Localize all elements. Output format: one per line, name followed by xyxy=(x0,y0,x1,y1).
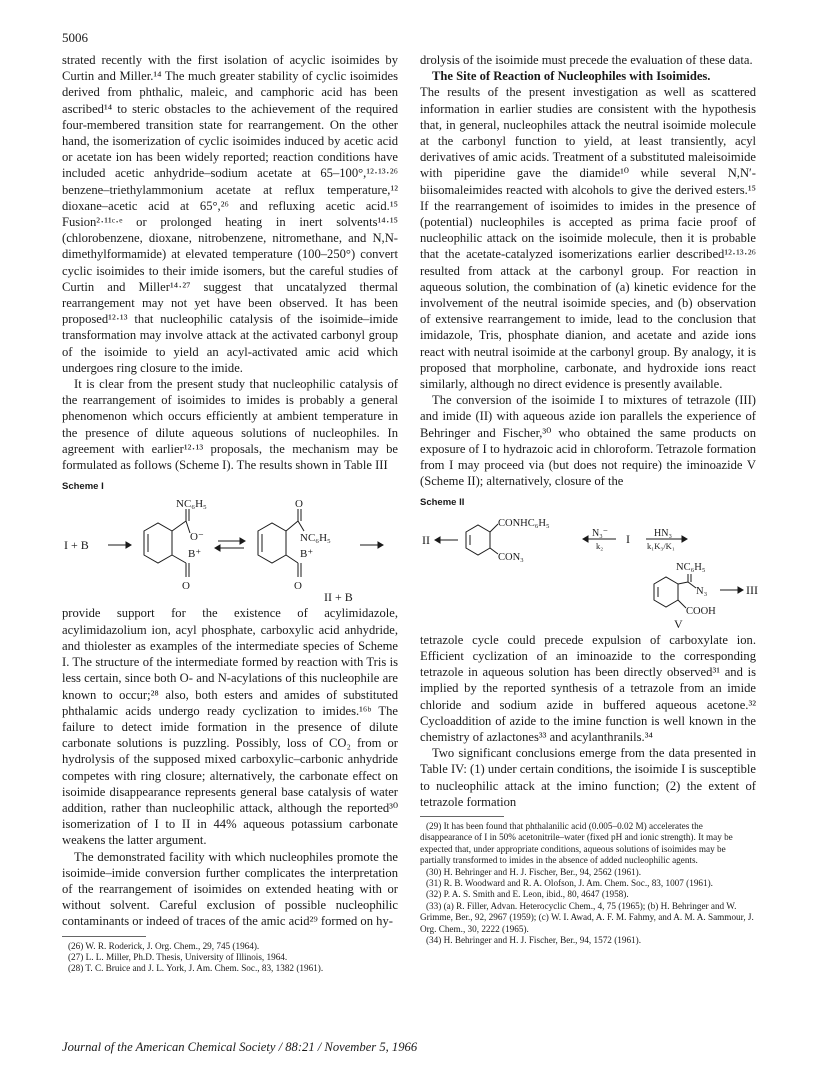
scheme-1-eq-arrowhead-bottom xyxy=(215,545,220,551)
scheme-2-cooh: COOH xyxy=(686,605,716,617)
scheme-1-b-plus-right: B⁺ xyxy=(300,548,314,561)
footnote-30: (30) H. Behringer and H. J. Fischer, Ber., 94, 2562 (1961). xyxy=(426,866,641,877)
left-column xyxy=(62,52,398,975)
scheme-1-label: Scheme I xyxy=(62,481,104,493)
scheme-2-n3: N₃ xyxy=(696,585,708,597)
scheme-1-reactants: I + B xyxy=(64,538,89,553)
left-paragraph-4: The demonstrated facility with which nucleophiles promote the isoimide–imide conversion further complicates the interpretation of the rearrangement of isoimides on extended heating with or without solvent. Careful exclusion of possible nucleophilic contaminants or indeed of traces of the amic acid²⁹ formed on hy- xyxy=(62,849,398,929)
right-paragraph-5: Two significant conclusions emerge from the data presented in Table IV: (1) under certain conditions, the isoimide I is susceptible to nucleophilic attack at the imino function; (2) the extent of tetrazole formation xyxy=(420,746,756,809)
footnote-33: (33) (a) R. Filler, Advan. Heterocyclic Chem., 4, 75 (1965); (b) H. Behringer and W. Grimme, Ber., 92, 2967 (1959); (c) W. I. Awad, A. F. M. Fahmy, and A. M. A. Sammour, J. Org. Chem., 30, 2222 (1965). xyxy=(420,900,754,934)
right-paragraph-4: tetrazole cycle could precede expulsion of carboxylate ion. Efficient cyclization of an iminoazide to the corresponding tetrazole in aqueous solution has been directly observed³¹ and is implied by the reported synthesis of a tetrazole from an imide chloride and sodium azide in buffered aqueous acetone.³² Cycloaddition of azide to the imine function is well known in the chemistry of azlactones³³ and acylanthranils.³⁴ xyxy=(420,632,756,744)
scheme-1-arrowhead-1 xyxy=(126,542,131,548)
left-paragraph-1: strated recently with the first isolation of acyclic isoimides by Curtin and Miller.¹⁴ The much greater stability of cyclic isoimides derived from phthalic, maleic, and camphoric acid has been ascribed¹⁴ to steric obstacles to the achievement of the required four-membered transition state for rearrangement. On the other hand, the isomerization of cyclic isoimides induced by acetic acid or acetate ion has been widely reported; reaction conditions have included acetic anhydride–sodium acetate at 65–100°,¹²·¹³·²⁶ benzene–triethylammonium acetate at reflux temperature,¹² dioxane–acetic acid at 65°,²⁶ and refluxing acetic acid.¹⁵ Fusion²·¹¹ᶜ·ᵉ or prolonged heating in inert solvents¹⁴·¹⁵ (chlorobenzene, dioxane, nitrobenzene, nitromethane, and N,N-dimethylformamide) at elevated temperature (100–250°) convert cyclic isoimides to their imide isomers, but the careful studies of Curtin and Miller¹⁴·²⁷ suggest that uncatalyzed thermal rearrangement may not yet have been observed. It has been proposed¹²·¹³ that nucleophilic catalysis of the isoimide–imide transformation may involve attack at the activated carbonyl group of the isoimide to yield an acyl-activated amic acid which undergoes ring closure to the imide. xyxy=(62,53,398,375)
scheme-2-bond-con3 xyxy=(490,548,498,554)
scheme-1-bond-left-top xyxy=(172,521,186,531)
scheme-1-bond-right-n xyxy=(298,521,304,531)
scheme-2-bond-conh xyxy=(490,524,498,532)
section-heading: The Site of Reaction of Nucleophiles with Isoimides. xyxy=(432,69,711,84)
scheme-2-ncp: NC₆H₅ xyxy=(676,561,706,573)
scheme-2-bond-cooh xyxy=(678,600,686,608)
footnote-27: (27) L. L. Miller, Ph.D. Thesis, University of Illinois, 1964. xyxy=(68,951,288,962)
scheme-1-o-top-right: O xyxy=(295,498,303,511)
footnote-28: (28) T. C. Bruice and J. L. York, J. Am. Chem. Soc., 83, 1382 (1961). xyxy=(68,963,324,974)
scheme-2-n3-minus: N₃⁻ xyxy=(592,527,608,539)
left-footnotes xyxy=(62,941,398,975)
scheme-2-iii: III xyxy=(746,582,758,597)
scheme-1-bond-right-top xyxy=(286,521,298,531)
scheme-1-diagram xyxy=(62,497,398,605)
scheme-2-conh: CONHC₆H₅ xyxy=(498,517,550,529)
right-paragraph-1: drolysis of the isoimide must precede the evaluation of these data. xyxy=(420,53,753,67)
scheme-1-bond-right-bottom xyxy=(286,555,298,563)
right-paragraph-2: The results of the present investigation as well as scattered information in earlier studies are consistent with the hypothesis that, in general, nucleophiles attack the neutral isoimide molecule at the carbonyl function to yield, at least transiently, acyl derivatives of amic acids. Treatment of a substituted maleisoimide with piperidine gave the diamide¹⁰ while several N,N′-biisomaleimides reacted with alcohols to give the derived esters.¹⁵ If the rearrangement of isoimides to imides in the presence of (potential) nucleophiles is accepted as prima facie proof of nucleophilic attack on the isoimide molecule, then it is probable that the acetate-catalyzed isomerizations earlier described¹²·¹³·²⁶ resulted from attack at the carbonyl group. For reaction in aqueous solution, the combination of (a) kinetic evidence for the involvement of the neutral isoimide species, and (b) observation of extensive rearrangement to imide, lead to the conclusion that imidazole, Tris, phosphate dianion, and acetate and azide ions react with neutral isoimide at the carbonyl group. By analogy, it is proposed that morpholine, carbonate, and hydroxide ions react similarly, although no direct evidence is presently available. xyxy=(420,85,756,392)
scheme-2-k2: k₂ xyxy=(596,540,604,551)
page-number: 5006 xyxy=(62,30,88,45)
scheme-1-bond-left-bottom xyxy=(172,555,186,563)
right-paragraph-3: The conversion of the isoimide I to mixtures of tetrazole (III) and imide (II) with aqueous azide ion parallels the experience of Behringer and Fischer,³⁰ who obtained the same products on exposure of I to hydrazoic acid in chloroform. Tetrazole formation from I may proceed via (but does not require) the iminoazide V (Scheme II); alternatively, closure of the xyxy=(420,393,756,489)
scheme-2-arrowhead-iii xyxy=(738,587,743,593)
scheme-2-arrowhead-left xyxy=(435,537,440,543)
scheme-2-hn3: HN₃ xyxy=(654,527,672,539)
scheme-2-bond-ring-c xyxy=(678,582,688,584)
scheme-2-ii: II xyxy=(422,532,430,547)
footnote-29: (29) It has been found that phthalanilic acid (0.005–0.02 M) accelerates the disappearance of I in 50% acetonitrile–water (fixed pH and ionic strength). It may be expected that, under appropriate conditions, aqueous solutions of isoimides may be partially transformed to imides in the absence of added nucleophilic agents. xyxy=(420,820,733,866)
scheme-2-bond-n3 xyxy=(688,582,696,588)
scheme-1-eq-arrowhead-top xyxy=(240,538,245,544)
left-footnote-rule xyxy=(62,936,146,937)
scheme-2-arrowhead-k2 xyxy=(583,536,588,542)
footnote-32: (32) P. A. S. Smith and E. Leon, ibid., 80, 4647 (1958). xyxy=(426,889,629,900)
scheme-1-b-plus-left: B⁺ xyxy=(188,548,202,561)
scheme-1-arrowhead-2 xyxy=(378,542,383,548)
scheme-1-ncp-right: NC₆H₅ xyxy=(300,532,331,545)
right-footnote-rule xyxy=(420,816,504,817)
left-paragraph-3: provide support for the existence of acylimidazole, acylimidazolium ion, acyl phosphate, carboxylic acid anhydride, and thiolester as examples of the intermediate species of Scheme I. The structure of the intermediate formed by reaction with Tris is less certain, since both O- and N-acylations of this nucleophile are known to occur;²⁸ also, both esters and amides of substituted phthalamic acids undergo ready cyclization to imides.¹⁶ᵇ The failure to detect imide formation in the presence of dilute carbonate solutions is puzzling. Possibly, loss of CO₂ from or hydrolysis of the supposed mixed carboxylic–carbonic anhydride competes with ring closure; alternatively, the carbonate effect on isoimide disappearance represents general base catalysis of water addition, rather than nucleophilic attack, although the reported³⁰ isomerization of I to II in 44% aqueous potassium carbonate weakens the latter argument. xyxy=(62,606,398,848)
left-paragraph-2: It is clear from the present study that nucleophilic catalysis of the rearrangement of isoimides to imides is probably a general phenomenon which occurs efficiently at ambient temperature in the presence of dilute aqueous solutions of nucleophiles. In agreement with earlier¹²·¹³ proposals, the mechanism may be formulated as follows (Scheme I). The results shown in Table III xyxy=(62,377,398,473)
journal-footer: Journal of the American Chemical Society / 88:21 / November 5, 1966 xyxy=(62,1040,418,1054)
scheme-1-o-minus: O⁻ xyxy=(190,531,204,544)
scheme-2-i: I xyxy=(626,531,630,546)
scheme-2-kfrac: k₁K₃/K₁ xyxy=(647,540,675,551)
scheme-2-arrowhead-hn3 xyxy=(682,536,687,542)
scheme-2-label: Scheme II xyxy=(420,497,465,509)
scheme-1-products: II + B xyxy=(324,590,353,605)
scheme-1-o-bottom-left: O xyxy=(182,580,190,593)
footnote-31: (31) R. B. Woodward and R. A. Olofson, J. Am. Chem. Soc., 83, 1007 (1961). xyxy=(426,877,713,888)
scheme-2-v: V xyxy=(674,616,683,631)
scheme-2-diagram xyxy=(420,514,756,632)
footnote-26: (26) W. R. Roderick, J. Org. Chem., 29, 745 (1964). xyxy=(68,940,260,951)
footnote-34: (34) H. Behringer and H. J. Fischer, Ber., 94, 1572 (1961). xyxy=(426,934,641,945)
right-column xyxy=(420,52,756,946)
scheme-2-con3: CON₃ xyxy=(498,551,524,563)
right-footnotes xyxy=(420,821,756,946)
scheme-1-o-bottom-right: O xyxy=(294,580,302,593)
scheme-1-ncp-left: NC₆H₅ xyxy=(176,498,207,511)
